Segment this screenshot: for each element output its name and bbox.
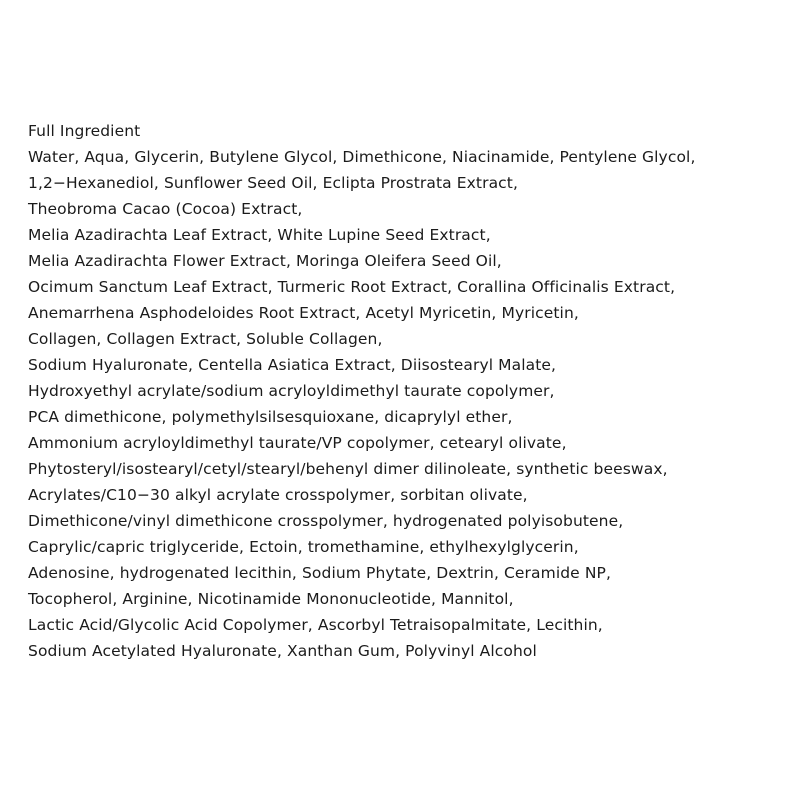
ingredient-line: Collagen, Collagen Extract, Soluble Collagen, bbox=[28, 330, 383, 348]
ingredient-line: Sodium Hyaluronate, Centella Asiatica Extract, Diisostearyl Malate, bbox=[28, 356, 557, 374]
ingredient-line: Phytosteryl/isostearyl/cetyl/stearyl/behenyl dimer dilinoleate, synthetic beeswax, bbox=[28, 460, 668, 478]
ingredient-line: Hydroxyethyl acrylate/sodium acryloyldimethyl taurate copolymer, bbox=[28, 382, 555, 400]
page-title: Full Ingredient bbox=[28, 122, 141, 140]
ingredient-list-block bbox=[28, 118, 780, 664]
ingredient-line: Anemarrhena Asphodeloides Root Extract, Acetyl Myricetin, Myricetin, bbox=[28, 304, 579, 322]
ingredient-line: 1,2−Hexanediol, Sunflower Seed Oil, Eclipta Prostrata Extract, bbox=[28, 174, 518, 192]
ingredient-line: PCA dimethicone, polymethylsilsesquioxane, dicaprylyl ether, bbox=[28, 408, 513, 426]
ingredient-line: Caprylic/capric triglyceride, Ectoin, tromethamine, ethylhexylglycerin, bbox=[28, 538, 579, 556]
ingredient-line: Dimethicone/vinyl dimethicone crosspolymer, hydrogenated polyisobutene, bbox=[28, 512, 624, 530]
ingredient-line: Ammonium acryloyldimethyl taurate/VP copolymer, cetearyl olivate, bbox=[28, 434, 567, 452]
ingredient-line: Ocimum Sanctum Leaf Extract, Turmeric Root Extract, Corallina Officinalis Extract, bbox=[28, 278, 676, 296]
ingredient-line: Acrylates/C10−30 alkyl acrylate crosspolymer, sorbitan olivate, bbox=[28, 486, 528, 504]
ingredient-line: Water, Aqua, Glycerin, Butylene Glycol, Dimethicone, Niacinamide, Pentylene Glycol, bbox=[28, 148, 696, 166]
ingredient-line: Lactic Acid/Glycolic Acid Copolymer, Ascorbyl Tetraisopalmitate, Lecithin, bbox=[28, 616, 603, 634]
ingredient-line: Tocopherol, Arginine, Nicotinamide Mononucleotide, Mannitol, bbox=[28, 590, 514, 608]
ingredient-line: Sodium Acetylated Hyaluronate, Xanthan Gum, Polyvinyl Alcohol bbox=[28, 642, 537, 660]
ingredient-line: Melia Azadirachta Leaf Extract, White Lupine Seed Extract, bbox=[28, 226, 491, 244]
ingredient-line: Adenosine, hydrogenated lecithin, Sodium Phytate, Dextrin, Ceramide NP, bbox=[28, 564, 612, 582]
ingredient-line: Theobroma Cacao (Cocoa) Extract, bbox=[28, 200, 303, 218]
ingredient-line: Melia Azadirachta Flower Extract, Moringa Oleifera Seed Oil, bbox=[28, 252, 502, 270]
